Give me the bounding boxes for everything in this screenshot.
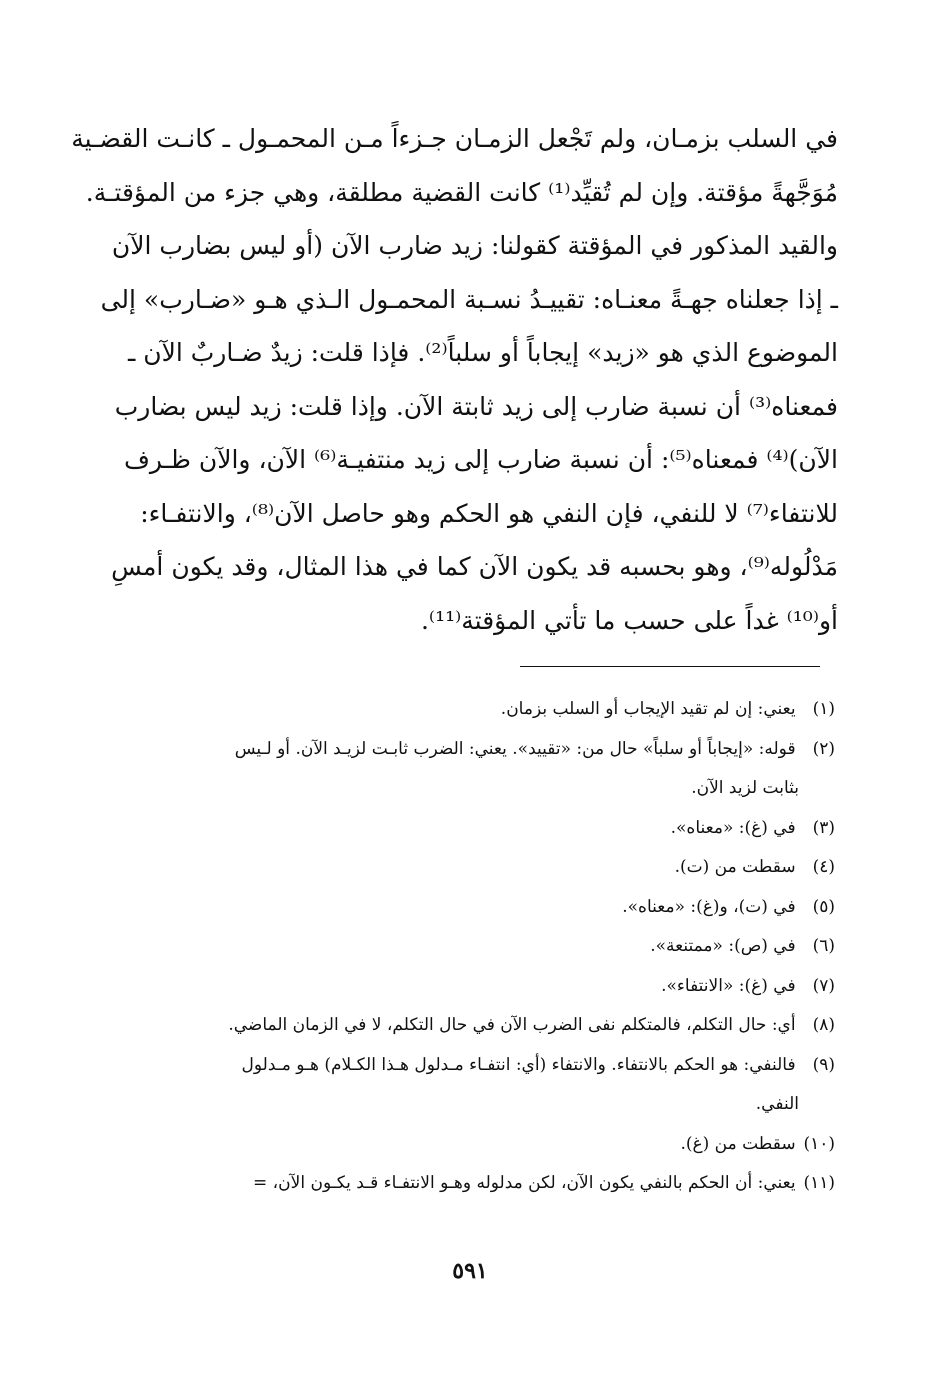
footnote-text: فالنفي: هو الحكم بالانتفاء. والانتفاء (أي: انتفـاء مـدلول هـذا الكـلام) هـو مـدلول — [241, 1054, 796, 1075]
footnote-9 — [140, 1046, 835, 1086]
main-text-line: مُوَجَّهةً مؤقتة. وإن لم تُقيِّد⁽¹⁾ كانت القضية مطلقة، وهي جزء من المؤقتـة. — [85, 177, 838, 207]
footnote-7 — [140, 967, 835, 1007]
footnote-number: (٨) — [812, 1015, 835, 1035]
footnote-text: يعني: إن لم تقيد الإيجاب أو السلب بزمان. — [500, 699, 796, 719]
main-text-line: الموضوع الذي هو «زيد» إيجاباً أو سلباً⁽²⁾. فإذا قلت: زيدٌ ضـاربٌ الآن ـ — [127, 338, 838, 367]
main-text-line: والقيد المذكور في المؤقتة كقولنا: زيد ضارب الآن (أو ليس بضارب الآن — [111, 231, 838, 260]
main-text-line: ـ إذا جعلناه جهـةً معنـاه: تقييـدُ نسـبة المحمـول الـذي هـو «ضـارب» إلى — [100, 284, 838, 314]
footnote-1 — [140, 690, 835, 730]
footnote-number: (٣) — [812, 817, 835, 838]
main-text-line: الآن)⁽⁴⁾ فمعناه⁽⁵⁾: أن نسبة ضارب إلى زيد منتفيـة⁽⁶⁾ الآن، والآن ظـرف — [123, 445, 838, 474]
footnote-number: (٢) — [812, 738, 835, 759]
main-text-line: للانتفاء⁽⁷⁾ لا للنفي، فإن النفي هو الحكم وهو حاصل الآن⁽⁸⁾، والانتفـاء: — [140, 498, 838, 528]
footnote-11 — [140, 1164, 835, 1204]
footnotes-block — [140, 690, 835, 1204]
footnote-number: (٦) — [812, 936, 835, 956]
footnote-number: (٩) — [812, 1054, 835, 1075]
footnote-text: في (غ): «الانتفاء». — [661, 975, 796, 996]
footnote-10 — [140, 1125, 835, 1165]
footnote-number: (٤) — [812, 857, 835, 877]
footnote-text: يعني: أن الحكم بالنفي يكون الآن، لكن مدلوله وهـو الانتفـاء قـد يكـون الآن، = — [253, 1173, 796, 1193]
footnote-text: في (ص): «ممتنعة». — [650, 936, 796, 956]
page-number: ٥٩١ — [452, 1258, 488, 1284]
footnote-5 — [140, 888, 835, 928]
footnote-number: (١١) — [803, 1173, 835, 1193]
footnote-text: سقطت من (ت). — [674, 857, 796, 877]
main-text-line: فمعناه⁽³⁾ أن نسبة ضارب إلى زيد ثابتة الآن. وإذا قلت: زيد ليس بضارب — [114, 391, 838, 421]
main-text-line: مَدْلُوله⁽⁹⁾، وهو بحسبه قد يكون الآن كما في هذا المثال، وقد يكون أمسِ — [111, 552, 838, 581]
footnote-2-continuation: بثابت لزيد الآن. — [691, 778, 799, 798]
main-text-line: أو⁽¹⁰⁾ غداً على حسب ما تأتي المؤقتة⁽¹¹⁾. — [420, 605, 838, 635]
footnote-number: (١٠) — [803, 1133, 835, 1154]
footnote-number: (١) — [812, 699, 835, 719]
main-text-line: في السلب بزمـان، ولم تَجْعل الزمـان جـزءاً مـن المحمـول ـ كانـت القضـية — [71, 124, 838, 153]
footnote-8 — [140, 1006, 835, 1046]
footnote-number: (٥) — [812, 896, 835, 917]
footnote-text: أي: حال التكلم، فالمتكلم نفى الضرب الآن في حال التكلم، لا في الزمان الماضي. — [228, 1015, 796, 1035]
footnote-4 — [140, 848, 835, 888]
footnote-text: في (ت)، و(غ): «معناه». — [622, 896, 796, 917]
footnote-2 — [140, 730, 835, 770]
footnote-3 — [140, 809, 835, 849]
footnote-text: في (غ): «معناه». — [670, 817, 796, 838]
footnote-9-continuation: النفي. — [755, 1094, 799, 1114]
footnote-6 — [140, 927, 835, 967]
main-text-block — [71, 112, 838, 647]
footnote-text: سقطت من (غ). — [680, 1133, 796, 1154]
footnote-divider — [520, 666, 820, 667]
footnote-number: (٧) — [812, 975, 835, 996]
footnote-text: قوله: «إيجاباً أو سلباً» حال من: «تقييد». يعني: الضرب ثابـت لزيـد الآن. أو لـيس — [234, 738, 796, 759]
